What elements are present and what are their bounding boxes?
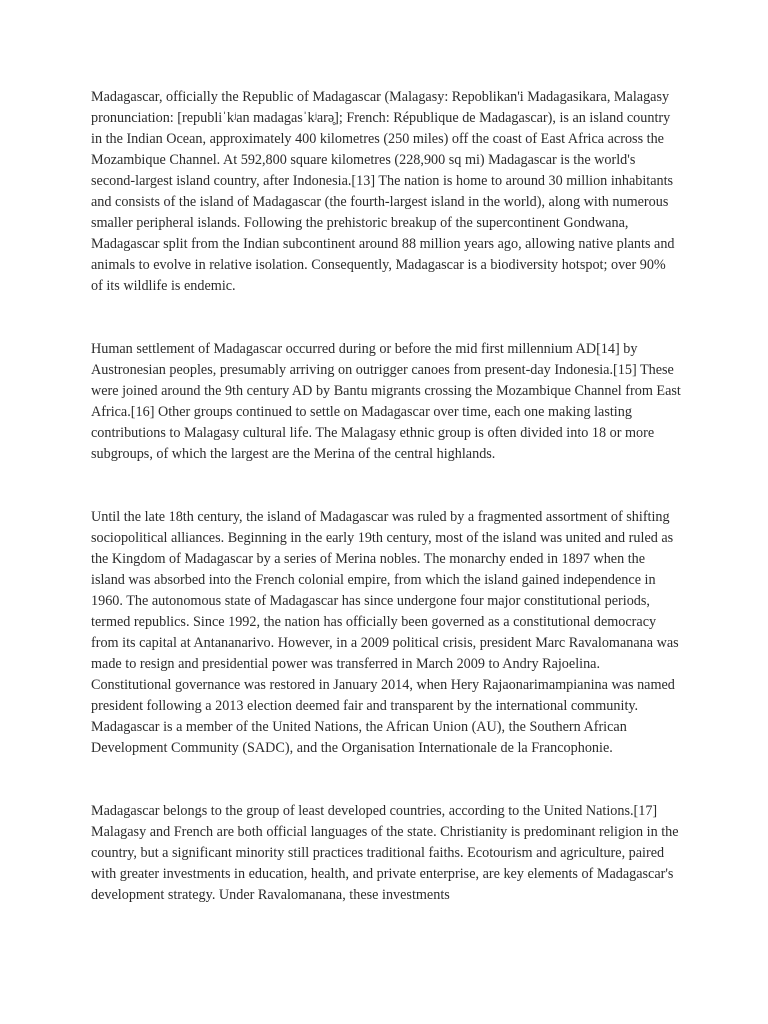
paragraph-intro: Madagascar, officially the Republic of Madagascar (Malagasy: Repoblikan'i Madagasikara, Malagasy pronunciation: [republiˈkʲan madagasˈkʲarə̥]; French: République de Madagascar), is an island country in the Indian Ocean, approximately 400 kilometres (250 miles) off the coast of East Africa across the Mozambique Channel. At 592,800 square kilometres (228,900 sq mi) Madagascar is the world's second-largest island country, after Indonesia.[13] The nation is home to around 30 million inhabitants and consists of the island of Madagascar (the fourth-largest island in the world), along with numerous smaller peripheral islands. Following the prehistoric breakup of the supercontinent Gondwana, Madagascar split from the Indian subcontinent around 88 million years ago, allowing native plants and animals to evolve in relative isolation. Consequently, Madagascar is a biodiversity hotspot; over 90% of its wildlife is endemic. — [91, 89, 675, 294]
document-page — [91, 87, 681, 906]
paragraph-history: Until the late 18th century, the island of Madagascar was ruled by a fragmented assortment of shifting sociopolitical alliances. Beginning in the early 19th century, most of the island was united and ruled as the Kingdom of Madagascar by a series of Merina nobles. The monarchy ended in 1897 when the island was absorbed into the French colonial empire, from which the island gained independence in 1960. The autonomous state of Madagascar has since undergone four major constitutional periods, termed republics. Since 1992, the nation has officially been governed as a constitutional democracy from its capital at Antananarivo. However, in a 2009 political crisis, president Marc Ravalomanana was made to resign and presidential power was transferred in March 2009 to Andry Rajoelina. Constitutional governance was restored in January 2014, when Hery Rajaonarimampianina was named president following a 2013 election deemed fair and transparent by the international community. Madagascar is a member of the United Nations, the African Union (AU), the Southern African Development Community (SADC), and the Organisation Internationale de la Francophonie. — [91, 509, 679, 756]
paragraph-settlement: Human settlement of Madagascar occurred during or before the mid first millennium AD[14] by Austronesian peoples, presumably arriving on outrigger canoes from present-day Indonesia.[15] These were joined around the 9th century AD by Bantu migrants crossing the Mozambique Channel from East Africa.[16] Other groups continued to settle on Madagascar over time, each one making lasting contributions to Malagasy cultural life. The Malagasy ethnic group is often divided into 18 or more subgroups, of which the largest are the Merina of the central highlands. — [91, 341, 681, 462]
paragraph-development: Madagascar belongs to the group of least developed countries, according to the United Nations.[17] Malagasy and French are both official languages of the state. Christianity is predominant religion in the country, but a significant minority still practices traditional faiths. Ecotourism and agriculture, paired with greater investments in education, health, and private enterprise, are key elements of Madagascar's development strategy. Under Ravalomanana, these investments — [91, 803, 679, 903]
